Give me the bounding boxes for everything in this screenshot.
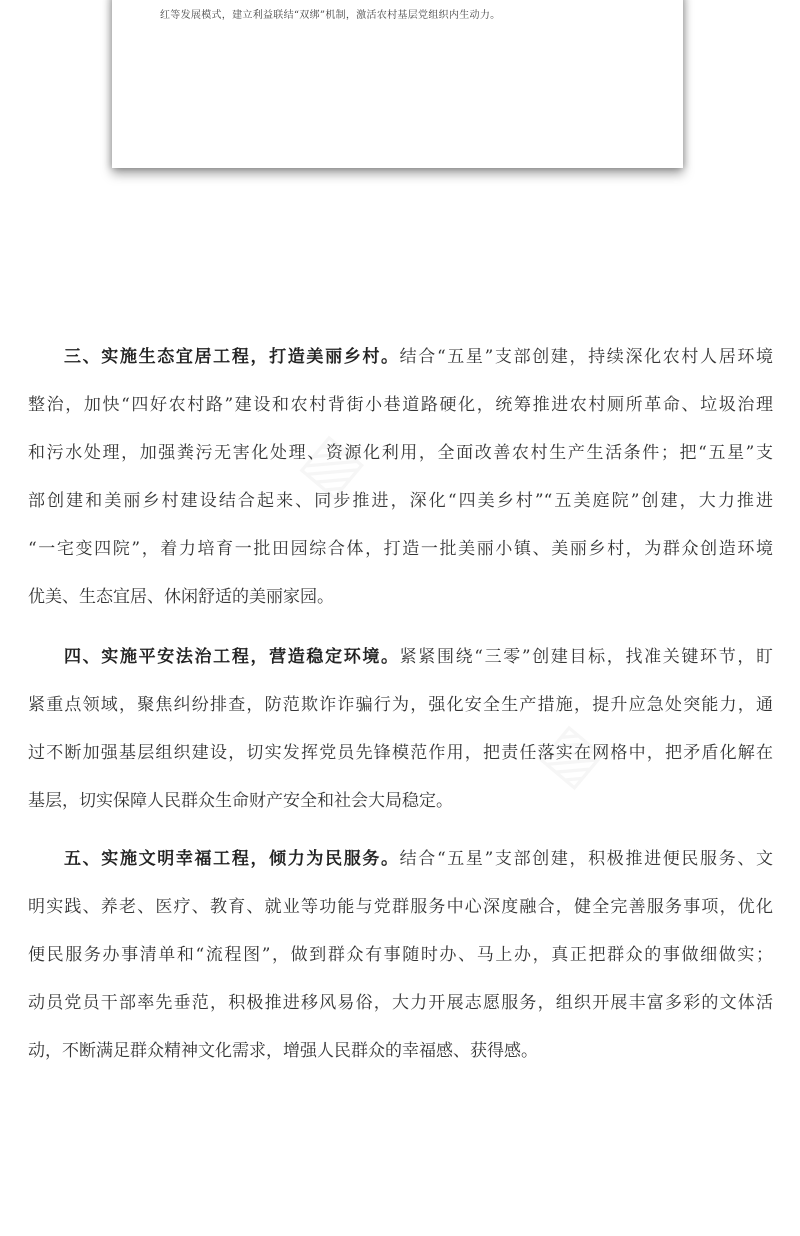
- section-heading: 三、实施生态宜居工程，打造美丽乡村。: [64, 347, 400, 367]
- section-heading: 四、实施平安法治工程，营造稳定环境。: [64, 647, 400, 667]
- paragraph-line: 四、实施平安法治工程，营造稳定环境。紧紧围绕“三零”创建目标，找准关键环节，盯: [64, 647, 773, 667]
- paragraph-line: 明实践、养老、医疗、教育、就业等功能与党群服务中心深度融合，健全完善服务事项，优化: [28, 897, 773, 917]
- section-civilization: [28, 835, 773, 1075]
- paragraph-line: 便民服务办事清单和“流程图”，做到群众有事随时办、马上办，真正把群众的事做细做实；: [28, 945, 773, 965]
- paragraph-line: 动，不断满足群众精神文化需求，增强人民群众的幸福感、获得感。: [28, 1041, 538, 1061]
- paragraph-line: “一宅变四院”，着力培育一批田园综合体，打造一批美丽小镇、美丽乡村，为群众创造环境: [28, 539, 773, 559]
- section-heading: 五、实施文明幸福工程，倾力为民服务。: [64, 849, 400, 869]
- paragraph-line: 五、实施文明幸福工程，倾力为民服务。结合“五星”支部创建，积极推进便民服务、文: [64, 849, 773, 869]
- paragraph-line: 整治，加快“四好农村路”建设和农村背街小巷道路硬化，统筹推进农村厕所革命、垃圾治理: [28, 395, 773, 415]
- previous-page-card: [112, 0, 683, 168]
- paragraph-line: 部创建和美丽乡村建设结合起来、同步推进，深化“四美乡村”“五美庭院”创建，大力推进: [28, 491, 773, 511]
- paragraph-line: 优美、生态宜居、休闲舒适的美丽家园。: [28, 587, 334, 607]
- section-ecology: [28, 333, 773, 621]
- card-text: 红等发展模式，建立利益联结“双绑”机制，激活农村基层党组织内生动力。: [160, 10, 501, 21]
- paragraph-line: 过不断加强基层组织建设，切实发挥党员先锋模范作用，把责任落实在网格中，把矛盾化解在: [28, 743, 773, 763]
- paragraph-line: 和污水处理，加强粪污无害化处理、资源化利用，全面改善农村生产生活条件；把“五星”支: [28, 443, 773, 463]
- paragraph-line: 动员党员干部率先垂范，积极推进移风易俗，大力开展志愿服务，组织开展丰富多彩的文体活: [28, 993, 773, 1013]
- paragraph-line: 基层，切实保障人民群众生命财产安全和社会大局稳定。: [28, 791, 453, 811]
- paragraph-line: 紧重点领域，聚焦纠纷排查，防范欺诈诈骗行为，强化安全生产措施，提升应急处突能力，通: [28, 695, 773, 715]
- paragraph-line: 三、实施生态宜居工程，打造美丽乡村。结合“五星”支部创建，持续深化农村人居环境: [64, 347, 773, 367]
- section-safety: [28, 633, 773, 825]
